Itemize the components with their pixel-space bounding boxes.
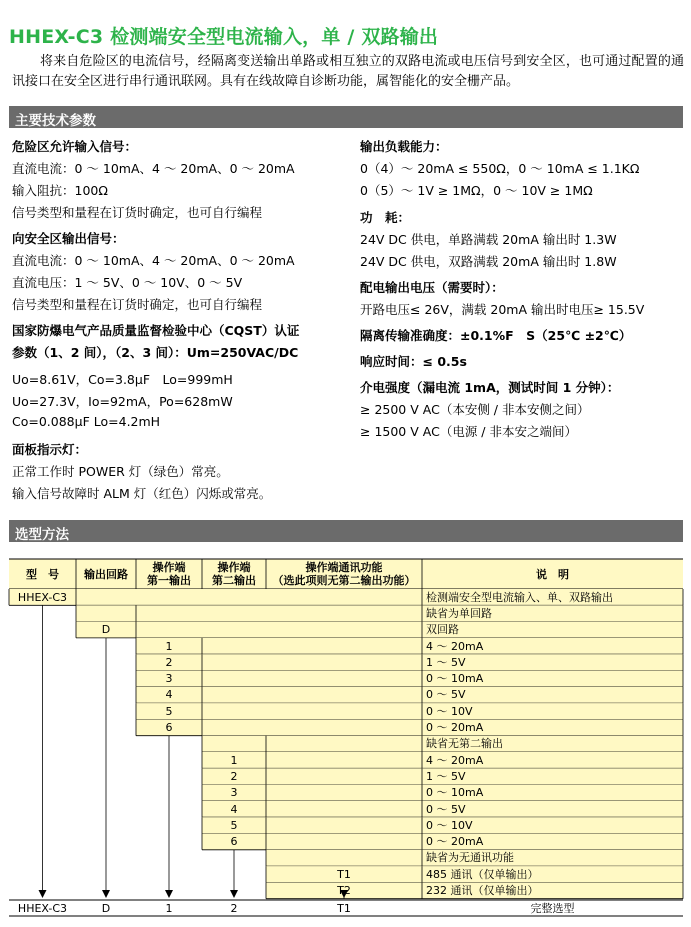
spec-line: 介电强度（漏电流 1mA，测试时间 1 分钟）： (360, 380, 620, 395)
final-cell: 完整选型 (530, 901, 575, 915)
spec-line: 危险区允许输入信号： (12, 139, 138, 154)
table-cell-code: 3 (230, 786, 238, 800)
spec-line: 隔离传输准确度：±0.1%F S（25℃ ±2℃） (360, 328, 632, 343)
table-cell-desc: 4 ～ 20mA (426, 753, 484, 767)
table-cell-desc: 0 ～ 10mA (426, 672, 484, 686)
table-cell-code: 4 (230, 802, 238, 816)
spec-line: 参数（1、2 间），（2、3 间）：Um=250VAC/DC (12, 345, 299, 360)
table-cell-code: 4 (165, 688, 173, 702)
spec-line: 国家防爆电气产品质量监督检验中心（CQST）认证 (12, 323, 300, 338)
table-cell-desc: 检测端安全型电流输入、单、双路输出 (426, 590, 613, 604)
table-cell-desc: 232 通讯（仅单输出） (426, 884, 539, 898)
spec-line: 24V DC 供电，双路满载 20mA 输出时 1.8W (360, 254, 617, 269)
spec-line: 信号类型和量程在订货时确定，也可自行编程 (12, 297, 263, 312)
table-cell-code: 1 (230, 753, 238, 767)
table-cell-desc: 缺省无第二输出 (426, 737, 503, 751)
table-cell-desc: 双回路 (426, 623, 459, 637)
spec-line: 输入阻抗：100Ω (12, 183, 108, 198)
table-cell-desc: 485 通讯（仅单输出） (426, 867, 539, 881)
arrow-icon (39, 890, 47, 898)
table-cell-desc: 1 ～ 5V (426, 655, 466, 669)
spec-line: 正常工作时 POWER 灯（绿色）常亮。 (12, 464, 229, 479)
spec-line: 24V DC 供电，单路满载 20mA 输出时 1.3W (360, 232, 617, 247)
table-cell-code: T2 (337, 884, 351, 898)
final-cell: HHEX-C3 (17, 901, 68, 915)
table-cell-code: 2 (230, 769, 238, 783)
arrow-icon (102, 890, 110, 898)
table-cell-desc: 缺省为无通讯功能 (426, 851, 514, 865)
table-cell-code: D (101, 623, 111, 637)
spec-line: 0（4）～ 20mA ≤ 550Ω，0 ～ 10mA ≤ 1.1KΩ (360, 161, 640, 176)
table-cell-code: T1 (337, 867, 351, 881)
page-title: HHEX-C3 检测端安全型电流输入，单 / 双路输出 (9, 26, 439, 48)
spec-line: 开路电压≤ 26V，满载 20mA 输出时电压≥ 15.5V (360, 302, 645, 317)
spec-line: 输出负载能力： (360, 139, 448, 154)
table-cell-code: HHEX-C3 (17, 590, 68, 604)
spec-line: Uo=27.3V，Io=92mA，Po=628mW (12, 394, 233, 409)
final-cell: 2 (230, 901, 238, 915)
table-cell-desc: 0 ～ 10V (426, 704, 473, 718)
table-cell-desc: 1 ～ 5V (426, 769, 466, 783)
table-cell-desc: 0 ～ 20mA (426, 721, 484, 735)
table-cell-code: 6 (230, 835, 238, 849)
spec-line: ≥ 1500 V AC（电源 / 非本安之端间） (360, 424, 577, 439)
spec-line: Co=0.088μF Lo=4.2mH (12, 414, 161, 429)
section-title: 选型方法 (15, 527, 69, 543)
arrow-icon (165, 890, 173, 898)
table-cell-desc: 0 ～ 5V (426, 802, 466, 816)
table-header: 说 明 (536, 567, 569, 581)
spec-line: 面板指示灯： (12, 442, 88, 457)
table-cell-code: 5 (230, 818, 238, 832)
spec-line: 输入信号故障时 ALM 灯（红色）闪烁或常亮。 (12, 486, 272, 501)
final-cell: 1 (165, 901, 173, 915)
table-cell-code (202, 736, 266, 752)
table-cell-code: 1 (165, 639, 173, 653)
final-cell: D (101, 901, 111, 915)
spec-line: ≥ 2500 V AC（本安侧 / 非本安侧之间） (360, 402, 590, 417)
spec-line: 功 耗： (360, 210, 411, 225)
spec-line: 直流电流：0 ～ 10mA、4 ～ 20mA、0 ～ 20mA (12, 161, 295, 176)
table-header: 型 号 (26, 567, 59, 581)
table-cell-code: 2 (165, 655, 173, 669)
final-cell: T1 (337, 901, 351, 915)
table-header: 输出回路 (84, 567, 128, 581)
spec-line: 直流电压：1 ～ 5V、0 ～ 10V、0 ～ 5V (12, 275, 243, 290)
table-cell-desc: 0 ～ 20mA (426, 835, 484, 849)
table-cell-desc: 0 ～ 5V (426, 688, 466, 702)
spec-line: 0（5）～ 1V ≥ 1MΩ，0 ～ 10V ≥ 1MΩ (360, 183, 593, 198)
spec-line: 向安全区输出信号： (12, 231, 125, 246)
table-cell-desc: 4 ～ 20mA (426, 639, 484, 653)
spec-line: 响应时间：≤ 0.5s (360, 354, 467, 369)
spec-line: 直流电流：0 ～ 10mA、4 ～ 20mA、0 ～ 20mA (12, 253, 295, 268)
table-cell-code: 5 (165, 704, 173, 718)
table-cell-code: 6 (165, 721, 173, 735)
table-cell-code (76, 605, 136, 621)
table-cell-code (266, 850, 422, 866)
spec-line: 信号类型和量程在订货时确定，也可自行编程 (12, 205, 263, 220)
table-cell-desc: 0 ～ 10mA (426, 786, 484, 800)
table-header: 操作端 第一输出 (147, 561, 191, 587)
table-header: 操作端通讯功能 （选此项则无第二输出功能） (272, 561, 416, 587)
table-cell-desc: 缺省为单回路 (426, 606, 492, 620)
spec-line: 配电输出电压（需要时）： (360, 280, 504, 295)
spec-line: Uo=8.61V，Co=3.8μF Lo=999mH (12, 372, 233, 387)
table-cell-desc: 0 ～ 10V (426, 818, 473, 832)
table-header: 操作端 第二输出 (212, 561, 256, 587)
table-cell-code: 3 (165, 672, 173, 686)
section-title: 主要技术参数 (15, 113, 96, 129)
arrow-icon (230, 890, 238, 898)
intro-paragraph: 将来自危险区的电流信号，经隔离变送输出单路或相互独立的双路电流或电压信号到安全区，也可通过配置的通讯接口在安全区进行串行通讯联网。具有在线故障自诊断功能，属智能化的安全栅产品。 (12, 54, 684, 89)
